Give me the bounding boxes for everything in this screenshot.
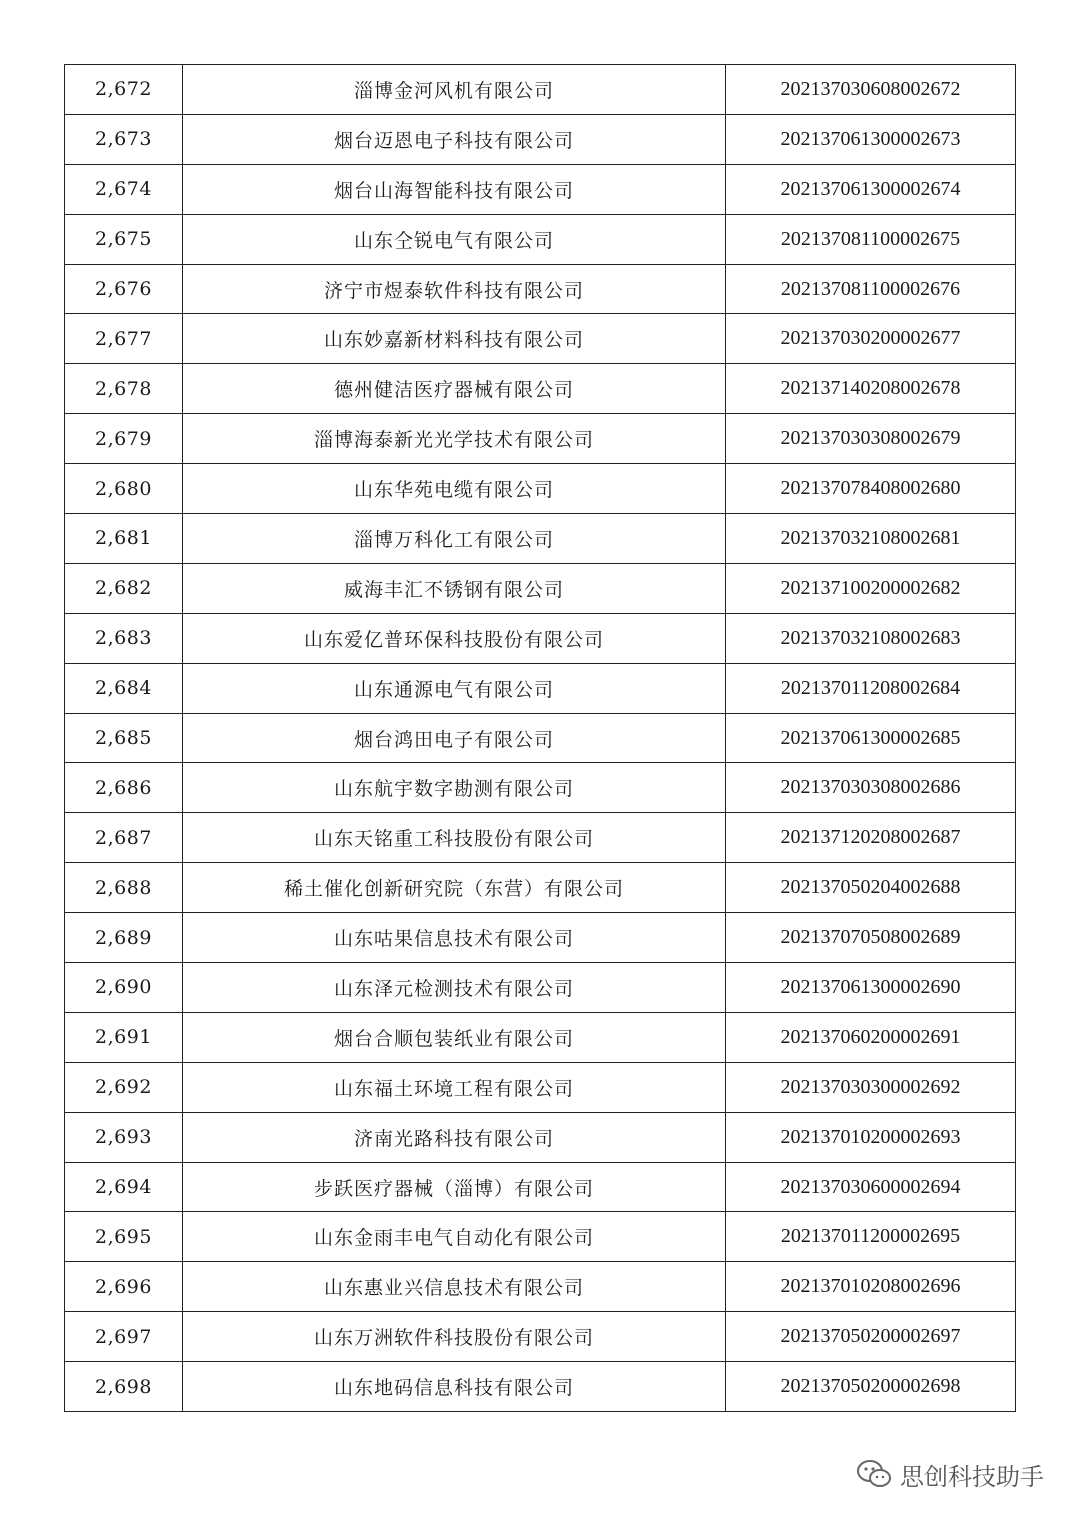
company-name-cell: 山东爱亿普环保科技股份有限公司 [183,613,726,663]
table-row [65,813,1016,863]
registration-code-cell: 202137050200002698 [726,1362,1016,1412]
table-row [65,214,1016,264]
company-name-cell: 山东华苑电缆有限公司 [183,464,726,514]
table-body [65,65,1016,1412]
company-name-cell: 山东航宇数字勘测有限公司 [183,763,726,813]
company-name-cell: 山东妙嘉新材料科技有限公司 [183,314,726,364]
company-name-cell: 山东天铭重工科技股份有限公司 [183,813,726,863]
seq-cell: 2,681 [65,514,183,564]
company-name-cell: 德州健洁医疗器械有限公司 [183,364,726,414]
company-name-cell: 山东仝锐电气有限公司 [183,214,726,264]
company-name-cell: 稀土催化创新研究院（东营）有限公司 [183,863,726,913]
seq-cell: 2,687 [65,813,183,863]
seq-cell: 2,686 [65,763,183,813]
table-row [65,65,1016,115]
seq-cell: 2,690 [65,963,183,1013]
seq-cell: 2,684 [65,663,183,713]
registration-code-cell: 202137081100002675 [726,214,1016,264]
table-row [65,663,1016,713]
seq-cell: 2,694 [65,1162,183,1212]
company-name-cell: 山东泽元检测技术有限公司 [183,963,726,1013]
registration-code-cell: 202137030308002686 [726,763,1016,813]
seq-cell: 2,674 [65,164,183,214]
table-row [65,464,1016,514]
registration-code-cell: 202137078408002680 [726,464,1016,514]
seq-cell: 2,691 [65,1012,183,1062]
seq-cell: 2,688 [65,863,183,913]
table-row [65,1012,1016,1062]
seq-cell: 2,675 [65,214,183,264]
table-row [65,613,1016,663]
seq-cell: 2,696 [65,1262,183,1312]
table-row [65,713,1016,763]
watermark-text: 思创科技助手 [900,1462,1044,1491]
registration-code-cell: 202137030600002694 [726,1162,1016,1212]
registration-code-cell: 202137011200002695 [726,1212,1016,1262]
table-row [65,114,1016,164]
company-name-cell: 烟台鸿田电子有限公司 [183,713,726,763]
registration-code-cell: 202137060200002691 [726,1012,1016,1062]
seq-cell: 2,680 [65,464,183,514]
registration-code-cell: 202137061300002673 [726,114,1016,164]
table-row [65,563,1016,613]
seq-cell: 2,673 [65,114,183,164]
seq-cell: 2,682 [65,563,183,613]
seq-cell: 2,677 [65,314,183,364]
company-name-cell: 山东地码信息科技有限公司 [183,1362,726,1412]
table-row [65,1212,1016,1262]
seq-cell: 2,678 [65,364,183,414]
registration-code-cell: 202137010200002693 [726,1112,1016,1162]
company-name-cell: 淄博海泰新光光学技术有限公司 [183,414,726,464]
seq-cell: 2,692 [65,1062,183,1112]
seq-cell: 2,672 [65,65,183,115]
seq-cell: 2,685 [65,713,183,763]
registration-code-cell: 202137030608002672 [726,65,1016,115]
registry-table-container [64,64,1016,1412]
table-row [65,264,1016,314]
seq-cell: 2,695 [65,1212,183,1262]
table-row [65,1262,1016,1312]
registration-code-cell: 202137030200002677 [726,314,1016,364]
company-name-cell: 济宁市煜泰软件科技有限公司 [183,264,726,314]
table-row [65,1112,1016,1162]
registration-code-cell: 202137010208002696 [726,1262,1016,1312]
seq-cell: 2,697 [65,1312,183,1362]
table-row [65,514,1016,564]
table-row [65,863,1016,913]
table-row [65,1362,1016,1412]
registration-code-cell: 202137120208002687 [726,813,1016,863]
seq-cell: 2,679 [65,414,183,464]
seq-cell: 2,689 [65,913,183,963]
table-row [65,364,1016,414]
company-name-cell: 威海丰汇不锈钢有限公司 [183,563,726,613]
company-name-cell: 烟台山海智能科技有限公司 [183,164,726,214]
company-name-cell: 济南光路科技有限公司 [183,1112,726,1162]
table-row [65,164,1016,214]
registration-code-cell: 202137032108002683 [726,613,1016,663]
table-row [65,1062,1016,1112]
company-registry-table [64,64,1016,1412]
registration-code-cell: 202137061300002690 [726,963,1016,1013]
seq-cell: 2,693 [65,1112,183,1162]
registration-code-cell: 202137030300002692 [726,1062,1016,1112]
registration-code-cell: 202137081100002676 [726,264,1016,314]
company-name-cell: 烟台合顺包装纸业有限公司 [183,1012,726,1062]
seq-cell: 2,676 [65,264,183,314]
table-row [65,414,1016,464]
seq-cell: 2,698 [65,1362,183,1412]
watermark [856,1452,1044,1496]
registration-code-cell: 202137070508002689 [726,913,1016,963]
table-row [65,913,1016,963]
registration-code-cell: 202137100200002682 [726,563,1016,613]
registration-code-cell: 202137140208002678 [726,364,1016,414]
registration-code-cell: 202137011208002684 [726,663,1016,713]
company-name-cell: 淄博金河风机有限公司 [183,65,726,115]
table-row [65,1162,1016,1212]
company-name-cell: 山东福土环境工程有限公司 [183,1062,726,1112]
company-name-cell: 山东万洲软件科技股份有限公司 [183,1312,726,1362]
company-name-cell: 山东惠业兴信息技术有限公司 [183,1262,726,1312]
registration-code-cell: 202137032108002681 [726,514,1016,564]
registration-code-cell: 202137030308002679 [726,414,1016,464]
company-name-cell: 山东通源电气有限公司 [183,663,726,713]
table-row [65,763,1016,813]
company-name-cell: 烟台迈恩电子科技有限公司 [183,114,726,164]
table-row [65,963,1016,1013]
registration-code-cell: 202137050200002697 [726,1312,1016,1362]
registration-code-cell: 202137061300002674 [726,164,1016,214]
seq-cell: 2,683 [65,613,183,663]
registration-code-cell: 202137050204002688 [726,863,1016,913]
table-row [65,1312,1016,1362]
company-name-cell: 步跃医疗器械（淄博）有限公司 [183,1162,726,1212]
company-name-cell: 山东咕果信息技术有限公司 [183,913,726,963]
company-name-cell: 山东金雨丰电气自动化有限公司 [183,1212,726,1262]
registration-code-cell: 202137061300002685 [726,713,1016,763]
table-row [65,314,1016,364]
company-name-cell: 淄博万科化工有限公司 [183,514,726,564]
wechat-icon [856,1459,892,1489]
